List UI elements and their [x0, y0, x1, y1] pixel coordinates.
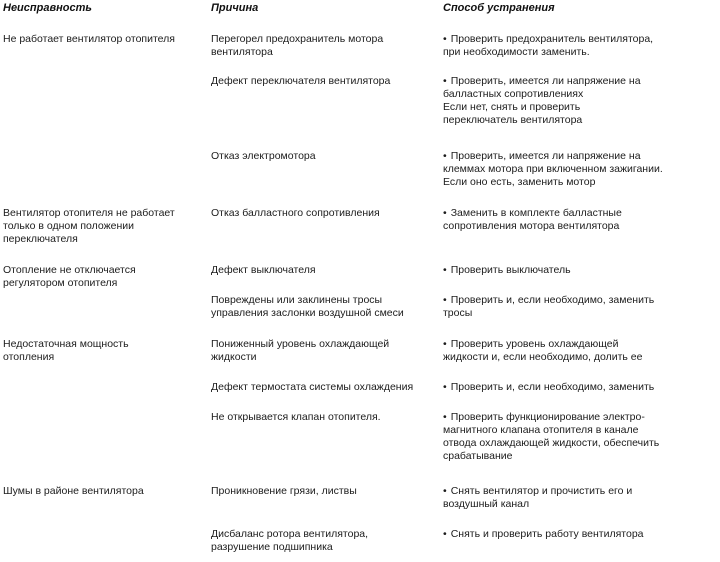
header-remedy: Способ устранения: [443, 2, 555, 14]
remedy-cell: • Проверить уровень охлаждающей жидкости и, если необходимо, долить ее: [443, 338, 643, 363]
remedy-cell: • Проверить предохранитель вентилятора, при необходимости заменить.: [443, 33, 654, 58]
cause-cell: Перегорел предохранитель мотора вентилятора: [211, 33, 384, 58]
fault-cell: Шумы в районе вентилятора: [3, 485, 144, 497]
remedy-cell: • Проверить выключатель: [443, 264, 571, 276]
remedy-cell: • Снять и проверить работу вентилятора: [443, 528, 644, 540]
bullet-icon: •: [443, 411, 447, 423]
cause-cell: Дефект переключателя вентилятора: [211, 75, 391, 87]
bullet-icon: •: [443, 338, 447, 350]
cause-cell: Не открывается клапан отопителя.: [211, 411, 381, 423]
bullet-icon: •: [443, 294, 447, 306]
bullet-icon: •: [443, 485, 447, 497]
remedy-cell: • Снять вентилятор и прочистить его и воздушный канал: [443, 485, 633, 510]
cause-cell: Отказ электромотора: [211, 150, 316, 162]
header-fault: Неисправность: [3, 2, 92, 14]
cause-cell: Отказ балластного сопротивления: [211, 207, 380, 219]
remedy-cell: • Проверить функционирование электро- магнитного клапана отопителя в канале отвода охлаждающей жидкости, обеспечить срабатывание: [443, 411, 660, 462]
header-cause: Причина: [211, 2, 259, 14]
remedy-cell: • Проверить и, если необходимо, заменить: [443, 381, 655, 393]
remedy-cell: • Проверить, имеется ли напряжение на балластных сопротивлениях Если нет, снять и проверить переключатель вентилятора: [443, 75, 641, 126]
fault-cell: Не работает вентилятор отопителя: [3, 33, 175, 45]
remedy-cell: • Проверить и, если необходимо, заменить тросы: [443, 294, 655, 319]
remedy-cell: • Проверить, имеется ли напряжение на клеммах мотора при включенном зажигании. Если оно есть, заменить мотор: [443, 150, 663, 188]
bullet-icon: •: [443, 381, 447, 393]
fault-cell: Недостаточная мощность отопления: [3, 338, 129, 363]
cause-cell: Дефект термостата системы охлаждения: [211, 381, 414, 393]
remedy-cell: • Заменить в комплекте балластные сопротивления мотора вентилятора: [443, 207, 622, 232]
cause-cell: Дисбаланс ротора вентилятора, разрушение подшипника: [211, 528, 369, 553]
bullet-icon: •: [443, 33, 447, 45]
cause-cell: Проникновение грязи, листвы: [211, 485, 357, 497]
bullet-icon: •: [443, 528, 447, 540]
bullet-icon: •: [443, 75, 447, 87]
fault-cell: Отопление не отключается регулятором отопителя: [3, 264, 136, 289]
bullet-icon: •: [443, 264, 447, 276]
fault-cell: Вентилятор отопителя не работает только в одном положении переключателя: [3, 207, 175, 245]
bullet-icon: •: [443, 150, 447, 162]
cause-cell: Дефект выключателя: [211, 264, 316, 276]
cause-cell: Пониженный уровень охлаждающей жидкости: [211, 338, 390, 363]
cause-cell: Повреждены или заклинены тросы управления заслонки воздушной смеси: [211, 294, 404, 319]
bullet-icon: •: [443, 207, 447, 219]
